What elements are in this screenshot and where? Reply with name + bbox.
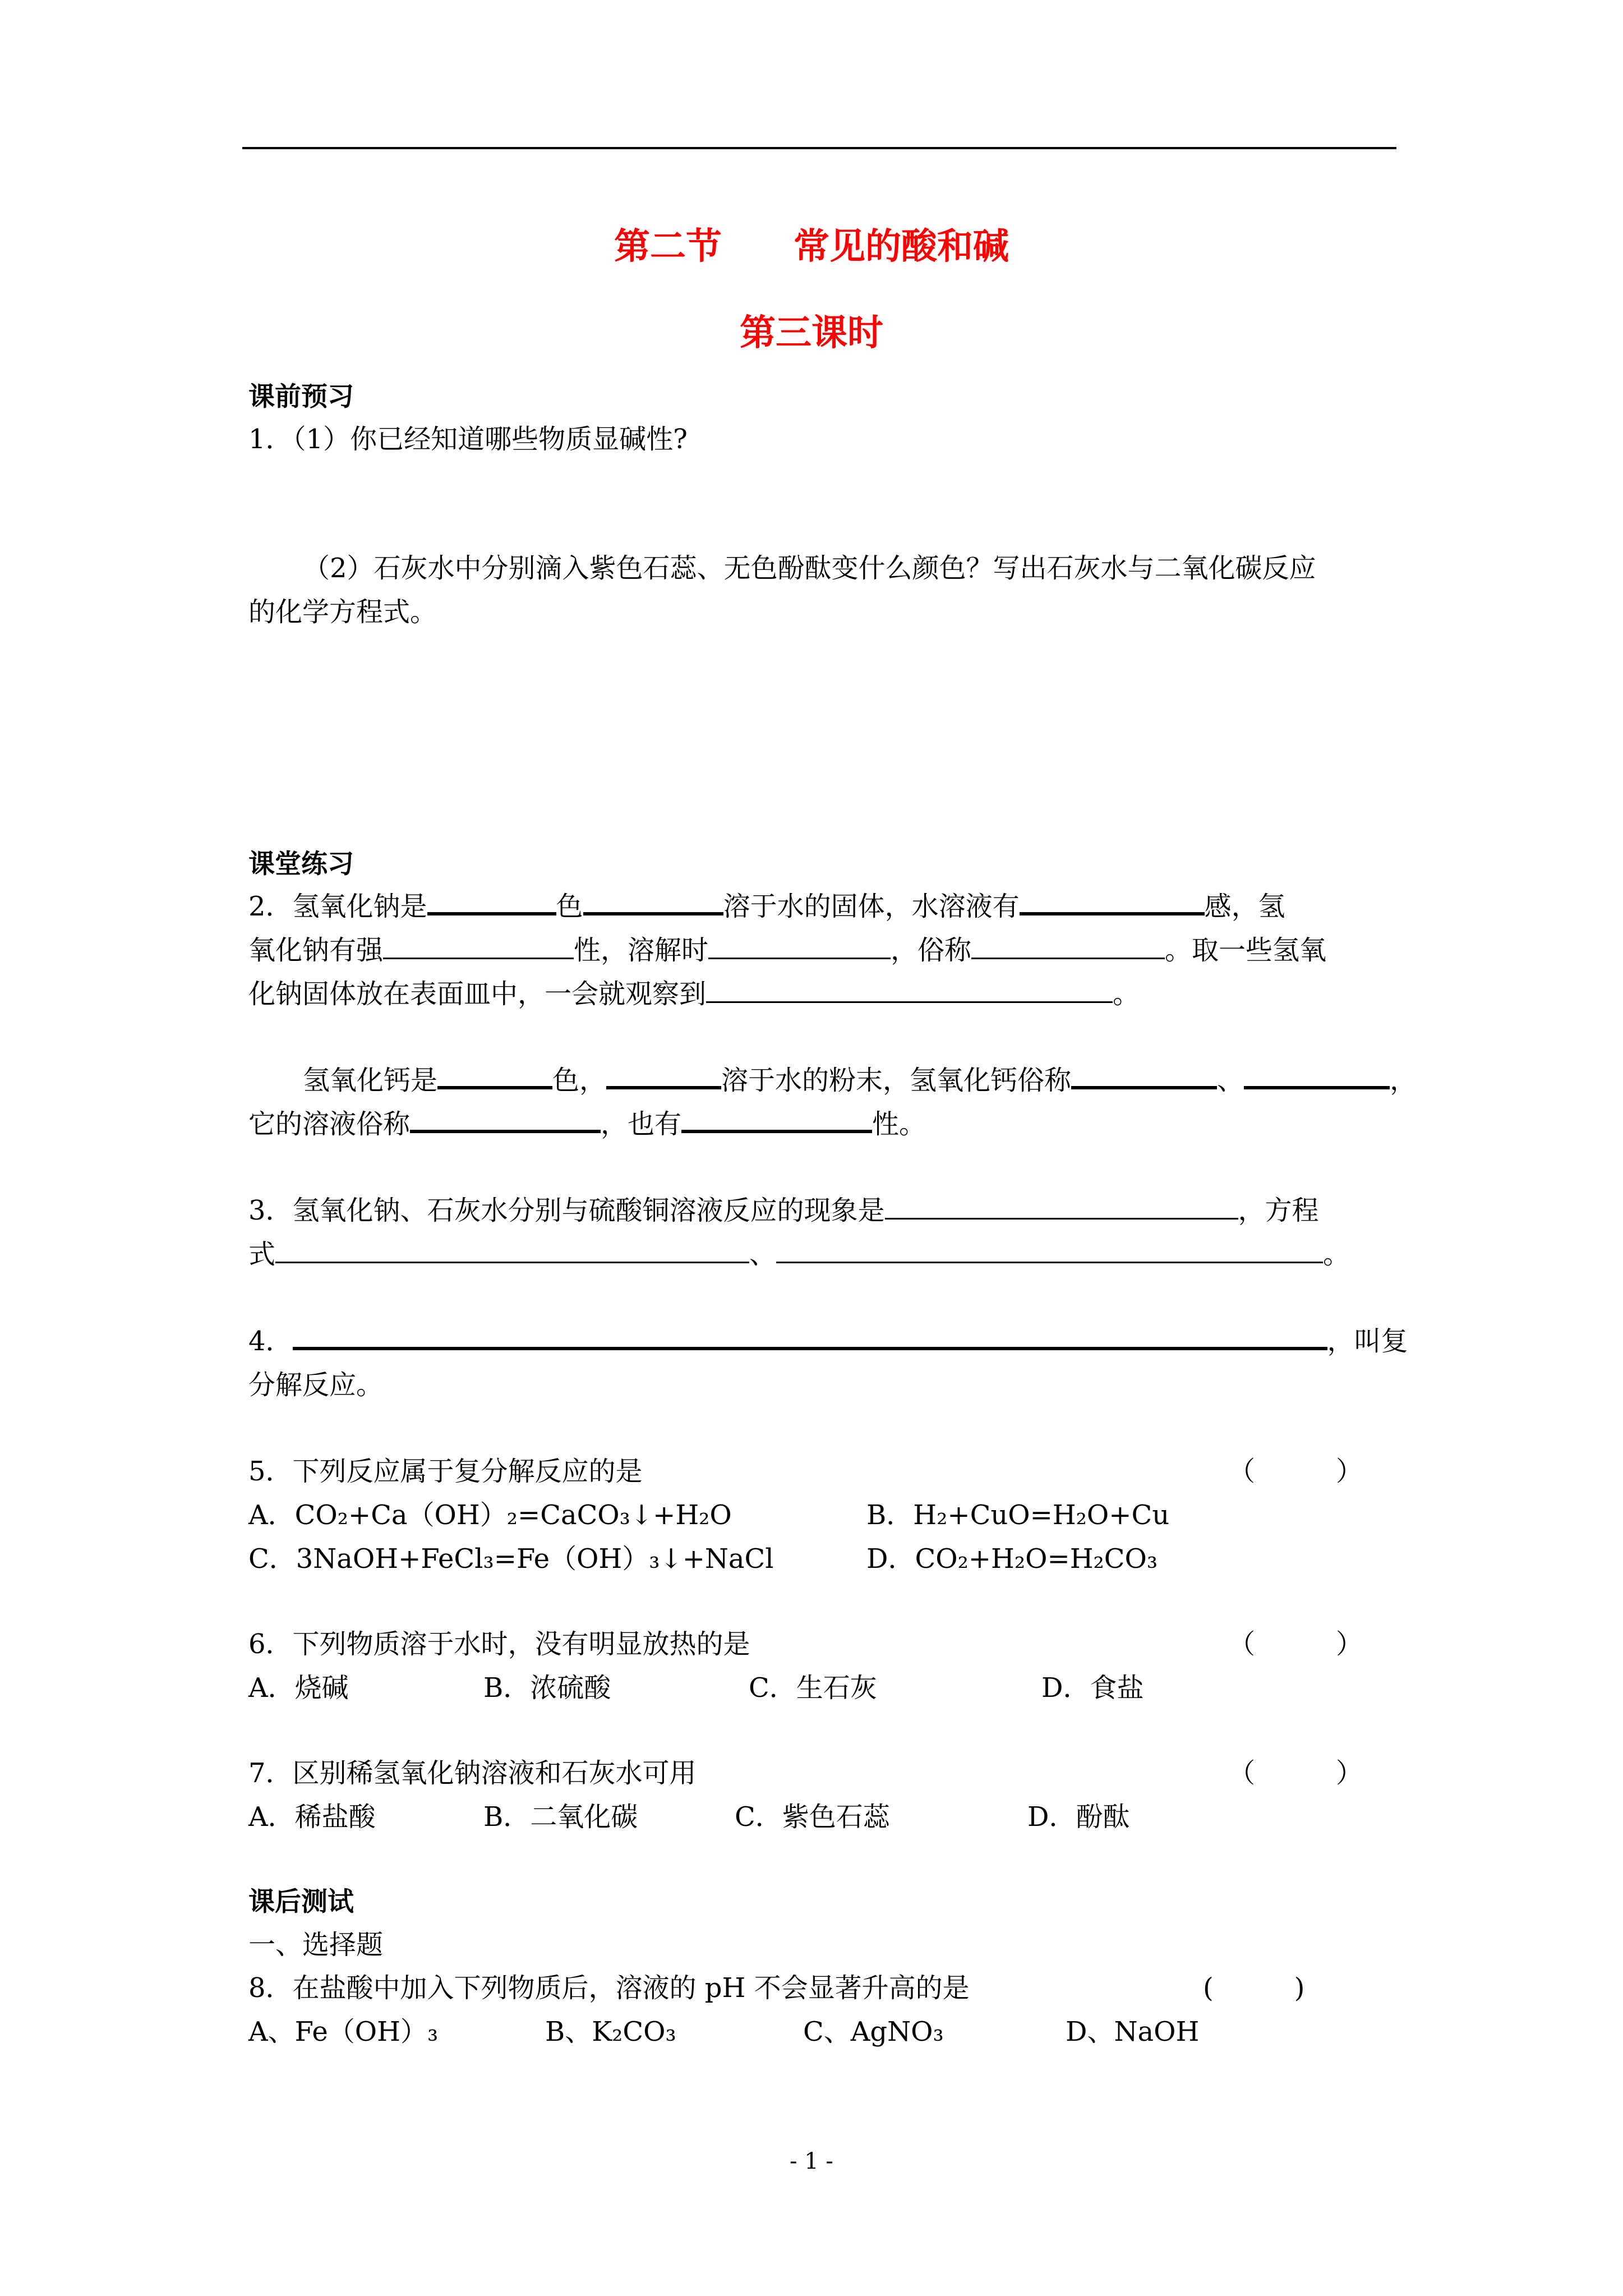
question-3-line2: 式 、 。 bbox=[248, 1232, 1350, 1271]
question-1a: 1．（1）你已经知道哪些物质显碱性? bbox=[248, 424, 688, 455]
question-5-answer-paren: （ ） bbox=[1228, 1456, 1363, 1487]
question-3-line1: 3．氢氧化钠、石灰水分别与硫酸铜溶液反应的现象是 ，方程 bbox=[248, 1189, 1319, 1227]
question-8-option-c: C、AgNO₃ bbox=[803, 2016, 944, 2047]
question-2-line2: 氧化钠有强 性，溶解时 ，俗称 。取一些氢氧 bbox=[248, 928, 1326, 967]
question-5-stem: 5．下列反应属于复分解反应的是 bbox=[248, 1456, 643, 1487]
question-5-option-b: B．H₂+CuO=H₂O+Cu bbox=[866, 1499, 1170, 1531]
question-5-option-a: A．CO₂+Ca（OH）₂=CaCO₃↓+H₂O bbox=[248, 1499, 732, 1531]
question-4-line1: 4． ，叫复 bbox=[248, 1319, 1408, 1358]
subsection-multiple-choice: 一、选择题 bbox=[248, 1929, 384, 1961]
question-7-option-a: A．稀盐酸 bbox=[248, 1801, 376, 1833]
question-8-option-d: D、NaOH bbox=[1066, 2016, 1200, 2047]
question-8-stem: 8．在盐酸中加入下列物质后，溶液的 pH 不会显著升高的是 bbox=[248, 1972, 970, 2004]
question-2-line3: 化钠固体放在表面皿中，一会就观察到 。 bbox=[248, 972, 1140, 1011]
question-7-answer-paren: （ ） bbox=[1228, 1757, 1363, 1789]
page-number: - 1 - bbox=[790, 2148, 833, 2174]
question-4-line2: 分解反应。 bbox=[248, 1369, 384, 1401]
question-5-option-d: D．CO₂+H₂O=H₂CO₃ bbox=[866, 1543, 1158, 1575]
section-heading-preview: 课前预习 bbox=[248, 381, 354, 412]
question-6-option-b: B．浓硫酸 bbox=[483, 1672, 611, 1704]
question-7-option-c: C．紫色石蕊 bbox=[735, 1801, 890, 1833]
section-heading-posttest: 课后测试 bbox=[248, 1887, 354, 1917]
question-6-option-a: A．烧碱 bbox=[248, 1672, 349, 1704]
question-1b-line1: （2）石灰水中分别滴入紫色石蕊、无色酚酞变什么颜色？写出石灰水与二氧化碳反应 bbox=[303, 553, 1316, 584]
header-rule bbox=[242, 147, 1396, 149]
page-subtitle: 第三课时 bbox=[740, 312, 883, 354]
question-1b-line2: 的化学方程式。 bbox=[248, 596, 437, 628]
question-2-line5: 它的溶液俗称 ，也有 性。 bbox=[248, 1102, 926, 1141]
question-6-option-d: D．食盐 bbox=[1041, 1672, 1144, 1704]
question-8-answer-paren: ( ) bbox=[1203, 1972, 1305, 2004]
question-8-option-b: B、K₂CO₃ bbox=[545, 2016, 676, 2047]
question-7-option-b: B．二氧化碳 bbox=[483, 1801, 638, 1833]
question-8-option-a: A、Fe（OH）₃ bbox=[248, 2016, 439, 2047]
question-6-option-c: C．生石灰 bbox=[749, 1672, 877, 1704]
question-5-option-c: C．3NaOH+FeCl₃=Fe（OH）₃↓+NaCl bbox=[248, 1543, 774, 1575]
question-6-stem: 6．下列物质溶于水时，没有明显放热的是 bbox=[248, 1628, 750, 1660]
question-2-line1: 2．氢氧化钠是 色 溶于水的固体，水溶液有 感，氢 bbox=[248, 885, 1285, 923]
page-title: 第二节 常见的酸和碱 bbox=[614, 226, 1009, 268]
question-2-line4: 氢氧化钙是 色， 溶于水的粉末，氢氧化钙俗称 、 ， bbox=[303, 1059, 1417, 1097]
question-6-answer-paren: （ ） bbox=[1228, 1628, 1363, 1660]
question-7-option-d: D．酚酞 bbox=[1027, 1801, 1130, 1833]
section-heading-classwork: 课堂练习 bbox=[248, 849, 354, 880]
question-7-stem: 7．区别稀氢氧化钠溶液和石灰水可用 bbox=[248, 1757, 697, 1789]
